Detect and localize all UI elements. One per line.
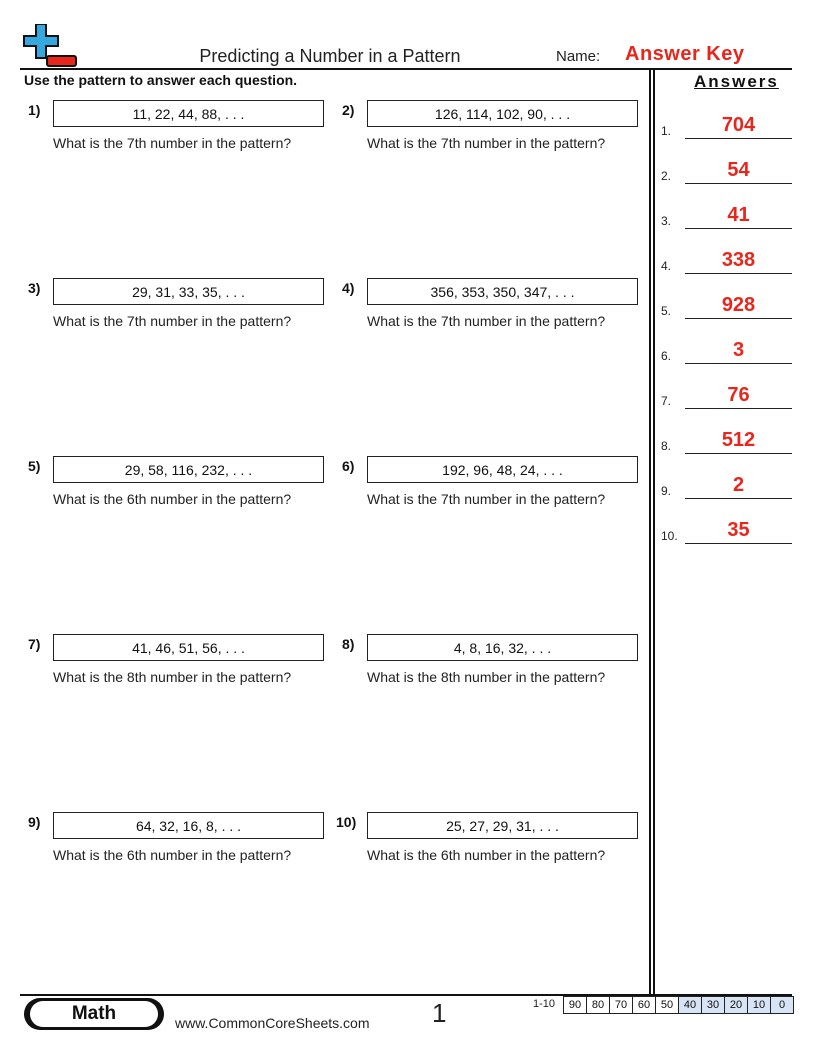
problem-question: What is the 7th number in the pattern? [367,491,606,507]
score-row [564,997,794,1014]
problem-question: What is the 6th number in the pattern? [53,847,292,863]
answer-key-label: Answer Key [625,43,745,65]
answer-number: 4. [661,259,672,273]
score-cell: 0 [771,997,794,1014]
problem-number: 4) [342,280,355,296]
answer-value: 928 [721,294,756,316]
score-cell: 40 [679,997,702,1014]
score-cell: 90 [564,997,587,1014]
answer-value: 704 [721,114,756,136]
answer-value: 338 [721,249,756,271]
sequence-box: 29, 31, 33, 35, . . . [53,278,324,305]
answer-number: 5. [661,304,672,318]
answer-number: 1. [661,124,672,138]
answer-number: 3. [661,214,672,228]
problem-number: 1) [28,102,41,118]
problem-number: 5) [28,458,41,474]
sequence-box: 192, 96, 48, 24, . . . [367,456,638,483]
problem-question: What is the 7th number in the pattern? [367,135,606,151]
subject-label: Math [30,1001,158,1027]
score-cell: 60 [633,997,656,1014]
sequence-box: 4, 8, 16, 32, . . . [367,634,638,661]
site-url: www.CommonCoreSheets.com [175,1015,370,1031]
answer-line [685,543,792,544]
problem-question: What is the 6th number in the pattern? [53,491,292,507]
answer-number: 8. [661,439,672,453]
page-number: 1 [432,998,447,1028]
answer-column-divider [653,69,655,994]
sequence-box: 41, 46, 51, 56, . . . [53,634,324,661]
answer-value: 54 [727,159,750,181]
score-cell: 50 [656,997,679,1014]
score-cell: 10 [748,997,771,1014]
answer-line [685,498,792,499]
answer-line [685,318,792,319]
name-label: Name: [556,48,601,65]
answer-number: 7. [661,394,672,408]
answer-value: 41 [727,204,750,226]
answer-number: 2. [661,169,672,183]
sequence-box: 11, 22, 44, 88, . . . [53,100,324,127]
answer-value: 2 [732,474,745,496]
answer-column-divider [649,69,651,994]
answer-value: 3 [732,339,745,361]
problem-question: What is the 8th number in the pattern? [367,669,606,685]
score-cell: 20 [725,997,748,1014]
answer-number: 6. [661,349,672,363]
problem-number: 8) [342,636,355,652]
answer-line [685,363,792,364]
problem-number: 7) [28,636,41,652]
problem-number: 2) [342,102,355,118]
problem-number: 3) [28,280,41,296]
problem-question: What is the 7th number in the pattern? [367,313,606,329]
problem-question: What is the 8th number in the pattern? [53,669,292,685]
answer-value: 35 [727,519,750,541]
score-cell: 80 [587,997,610,1014]
score-range-label: 1-10 [533,998,556,1010]
answer-line [685,453,792,454]
problem-question: What is the 7th number in the pattern? [53,313,292,329]
header-divider [20,68,792,70]
problem-question: What is the 7th number in the pattern? [53,135,292,151]
sequence-box: 126, 114, 102, 90, . . . [367,100,638,127]
answer-number: 10. [661,529,678,543]
answer-value: 512 [721,429,756,451]
page-title: Predicting a Number in a Pattern [199,46,461,66]
answers-heading: Answers [694,72,779,91]
answer-line [685,228,792,229]
problem-number: 9) [28,814,41,830]
problem-question: What is the 6th number in the pattern? [367,847,606,863]
answer-line [685,273,792,274]
sequence-box: 356, 353, 350, 347, . . . [367,278,638,305]
score-table [563,996,794,1014]
problem-number: 6) [342,458,355,474]
sequence-box: 25, 27, 29, 31, . . . [367,812,638,839]
problem-number: 10) [336,814,357,830]
sequence-box: 64, 32, 16, 8, . . . [53,812,324,839]
sequence-box: 29, 58, 116, 232, . . . [53,456,324,483]
answer-line [685,408,792,409]
answer-number: 9. [661,484,672,498]
answer-line [685,138,792,139]
answer-line [685,183,792,184]
score-cell: 70 [610,997,633,1014]
score-cell: 30 [702,997,725,1014]
answer-value: 76 [727,384,750,406]
instructions: Use the pattern to answer each question. [24,72,298,88]
